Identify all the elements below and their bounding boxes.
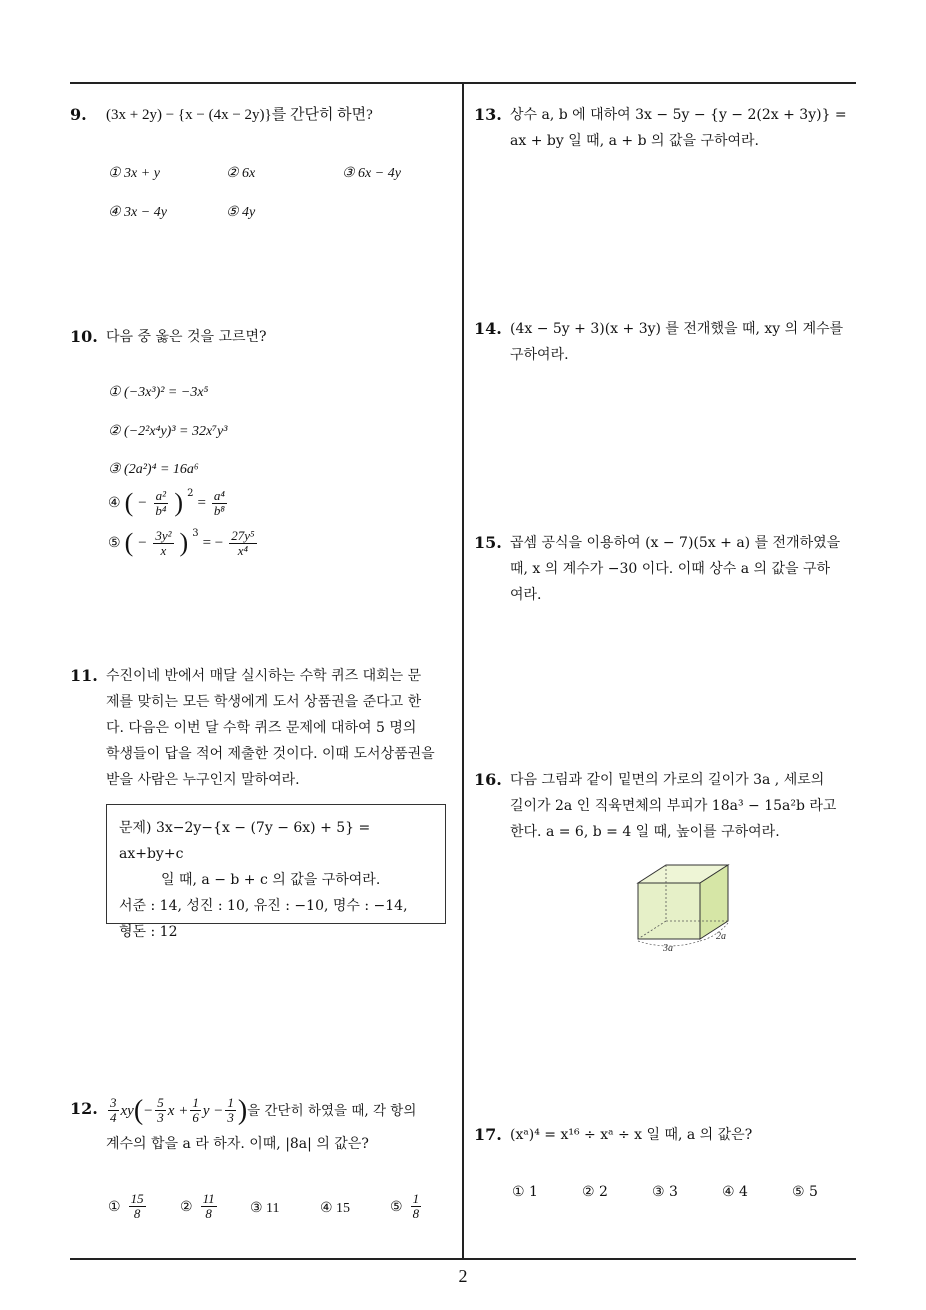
column-divider [462,82,464,1258]
q9-option-2[interactable]: ② 6x [226,166,256,181]
question-14: 14. (4x − 5y + 3)(x + 3y) 를 전개했을 때, xy 의 계수를 구하여라. [474,316,860,368]
q12-option-2[interactable]: ② $\frac{11}{8}$ [180,1191,215,1221]
q12-option-5[interactable]: ⑤ $\frac{1}{8}$ [390,1191,420,1221]
q12-option-4[interactable]: ④ 15 [320,1201,351,1216]
question-number: 9. [70,105,87,124]
q10-option-1[interactable]: ① (−3x³)² = −3x⁵ [108,385,209,400]
cuboid-figure [630,855,740,955]
q9-option-1[interactable]: ① 3x + y [108,166,160,181]
q17-option-1[interactable]: ① 1 [512,1184,538,1200]
question-number: 15. [474,533,502,552]
q17-option-4[interactable]: ④ 4 [722,1184,748,1200]
label-3a: 3a [663,943,673,954]
question-number: 17. [474,1125,502,1144]
question-number: 14. [474,319,502,338]
question-text: (xᵃ)⁴ = x¹⁶ ÷ xᵃ ÷ x 일 때, a 의 값은? [510,1127,753,1143]
question-text: 다음 중 옳은 것을 고르면? [106,329,267,345]
q10-option-4[interactable]: ④ ( − $\frac{\text{a²}}{\text{b⁴}}$ ) $^2$ = $\frac{\text{a⁴}}{\text{b⁸}}$ [108,487,225,518]
question-text: $\frac{3}{4}$ xy ( − $\frac{5}{3}$ x + $\frac{1}{6}$ y − $\frac{1}{3}$ ) 을 간단히 하였을 때, 각 항의 [110,1094,417,1126]
question-number: 13. [474,105,502,124]
label-2a: 2a [716,931,726,942]
q10-option-5[interactable]: ⑤ ( − $\frac{\text{3y²}}{x}$ ) $^3$ = − $\frac{\text{27y⁵}}{\text{x⁴}}$ [108,527,255,558]
question-number: 16. [474,770,502,789]
q9-option-4[interactable]: ④ 3x − 4y [108,205,167,220]
question-number: 11. [70,666,98,685]
question-10 [70,324,450,350]
question-16: 16. 다음 그림과 같이 밑면의 가로의 길이가 3a , 세로의 길이가 2a 인 직육면체의 부피가 18a³ − 15a²b 라고 한다. a = 6, b = 4 일 때, 높이를 구하여라. [474,767,860,845]
q17-option-3[interactable]: ③ 3 [652,1184,678,1200]
question-9 [70,102,450,128]
q10-option-3[interactable]: ③ (2a²)⁴ = 16a⁶ [108,462,199,477]
question-number: 10. [70,327,98,346]
question-11 [70,663,460,793]
question-15: 15. 곱셈 공식을 이용하여 (x − 7)(5x + a) 를 전개하였을 때, x 의 계수가 −30 이다. 이때 상수 a 의 값을 구하 여라. [474,530,860,608]
page-number: 2 [458,1266,468,1286]
bottom-rule [70,1258,856,1260]
q12-option-1[interactable]: ① $\frac{15}{8}$ [108,1191,144,1221]
question-13: 13. 상수 a, b 에 대하여 3x − 5y − {y − 2(2x + 3y)} = ax + by 일 때, a + b 의 값을 구하여라. [474,102,860,154]
q9-option-5[interactable]: ⑤ 4y [226,205,256,220]
question-text: 수진이네 반에서 매달 실시하는 수학 퀴즈 대회는 문 제를 맞히는 모든 학생에게 도서 상품권을 준다고 한 다. 다음은 이번 달 수학 퀴즈 문제에 대하여 5 명의 학생들이 답을 적어 제출한 것이다. 이때 도서상품권을 받을 사람은 누구인지 말하여라. [106,668,435,788]
question-number: 12. [70,1099,98,1118]
question-17 [474,1122,860,1148]
q12-option-3[interactable]: ③ 11 [250,1201,280,1216]
question-12: 12. $\frac{3}{4}$ xy ( − $\frac{5}{3}$ x + $\frac{1}{6}$ y − $\frac{1}{3}$ ) 을 간단히 하였을 때, 각 항의 계수의 합을 a 라 하자. 이때, |8a| 의 값은? [70,1096,460,1157]
q17-option-5[interactable]: ⑤ 5 [792,1184,818,1200]
problem-box: 문제) 3x−2y−{x − (7y − 6x) + 5} = ax+by+c 일 때, a − b + c 의 값을 구하여라. 서준 : 14, 성진 : 10, 유진 : −10, 명수 : −14, 형돈 : 12 [106,804,446,924]
question-text: (3x + 2y) − {x − (4x − 2y)}를 간단히 하면? [106,107,373,123]
q10-option-2[interactable]: ② (−2²x⁴y)³ = 32x⁷y³ [108,424,228,439]
q17-option-2[interactable]: ② 2 [582,1184,608,1200]
q9-option-3[interactable]: ③ 6x − 4y [342,166,401,181]
